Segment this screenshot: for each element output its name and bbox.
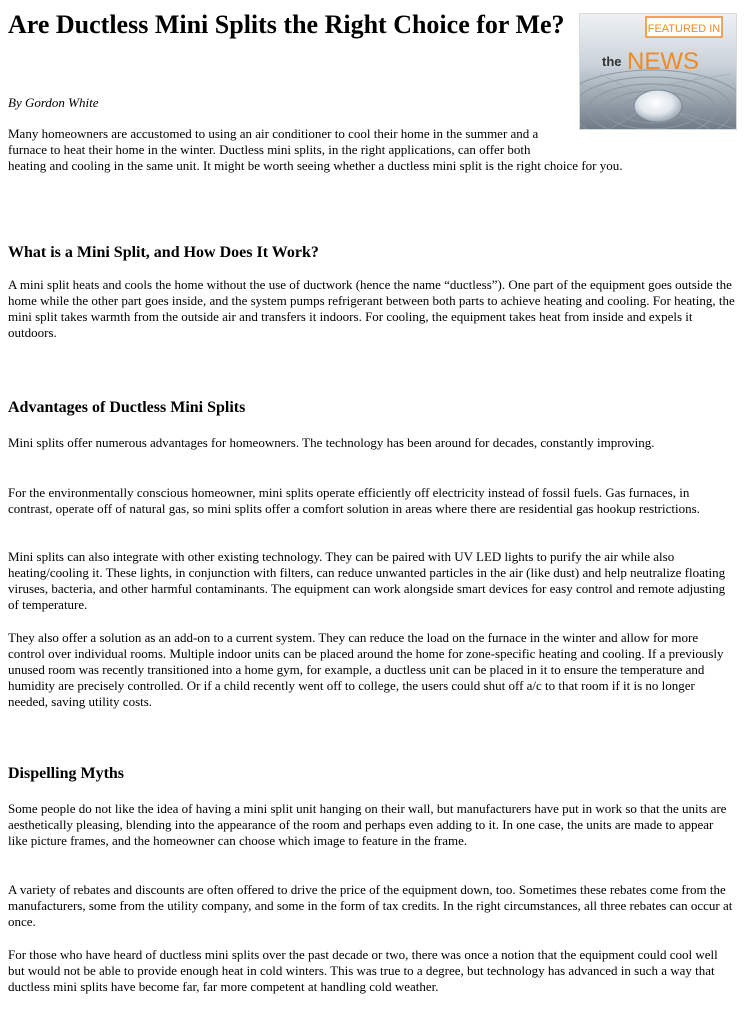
badge-news-text: NEWS xyxy=(627,48,699,75)
featured-in-the-news-badge xyxy=(579,13,737,130)
badge-the-text: the xyxy=(602,54,622,69)
section-paragraph: They also offer a solution as an add-on to a current system. They can reduce the load on the furnace in the winter and allow for more control over individual rooms. Multiple indoor units can be placed around the home for zone-specific heating and cooling. If a previously unused room was recently transitioned into a home gym, for example, a ductless unit can be placed in it to ensure the temperature and humidity are precisely controlled. Or if a child recently went off to college, the users could shut off a/c to that room if it is no longer needed, saving utility costs. xyxy=(8,630,724,709)
badge-featured-label: FEATURED IN xyxy=(647,23,721,35)
section-paragraph: A variety of rebates and discounts are often offered to drive the price of the equipment down, too. Sometimes these rebates come from the manufacturers, some from the utility company, and some in the form of tax credits. In the right circumstances, all three rebates can occur at once. xyxy=(8,882,733,929)
badge-spacer xyxy=(540,126,736,158)
section-paragraph: A mini split heats and cools the home without the use of ductwork (hence the name “ductless”). One part of the equipment goes outside the home while the other part goes inside, and the system pumps refrigerant between both parts to achieve heating and cooling. For heating, the mini split takes warmth from the outside air and transfers it indoors. For cooling, the equipment takes heat from inside and expels it outdoors. xyxy=(8,277,735,340)
section-paragraph: Mini splits can also integrate with other existing technology. They can be paired with UV LED lights to purify the air while also heating/cooling it. These lights, in conjunction with filters, can reduce unwanted particles in the air (like dust) and help neutralize floating viruses, bacteria, and other harmful contaminants. The equipment can work alongside smart devices for easy control and remote adjusting of temperature. xyxy=(8,549,726,612)
section-heading-dispelling-myths: Dispelling Myths xyxy=(8,765,125,782)
article-byline: By Gordon White xyxy=(8,95,99,110)
section-paragraph: For those who have heard of ductless mini splits over the past decade or two, there was once a notion that the equipment could cool well but would not be able to provide enough heat in cold winters. This was true to a degree, but technology has advanced in such a way that ductless mini splits have become far, far more competent at handling cold weather. xyxy=(8,947,718,994)
intro-paragraph xyxy=(8,126,736,174)
article-title: Are Ductless Mini Splits the Right Choice for Me? xyxy=(8,10,565,39)
section-heading-advantages: Advantages of Ductless Mini Splits xyxy=(8,399,246,416)
section-paragraph: Some people do not like the idea of having a mini split unit hanging on their wall, but manufacturers have put in work so that the units are aesthetically pleasing, blending into the appearance of the room and perhaps even adding to it. In one case, the units are made to appear like picture frames, and the homeowner can choose which image to feature in the frame. xyxy=(8,801,727,848)
intro-text: Many homeowners are accustomed to using an air conditioner to cool their home in the summer and a furnace to heat their home in the winter. Ductless mini splits, in the right applications, can offer both heating and cooling in the same unit. It might be worth seeing whether a ductless mini split is the right choice for you. xyxy=(8,126,623,173)
section-paragraph: For the environmentally conscious homeowner, mini splits operate efficiently off electricity instead of fossil fuels. Gas furnaces, in contrast, operate off of natural gas, so mini splits offer a comfort solution in areas where there are residential gas hookup restrictions. xyxy=(8,485,700,516)
section-paragraph: Mini splits offer numerous advantages for homeowners. The technology has been around for decades, constantly improving. xyxy=(8,435,655,450)
section-heading-how-it-works: What is a Mini Split, and How Does It Work? xyxy=(8,244,319,261)
